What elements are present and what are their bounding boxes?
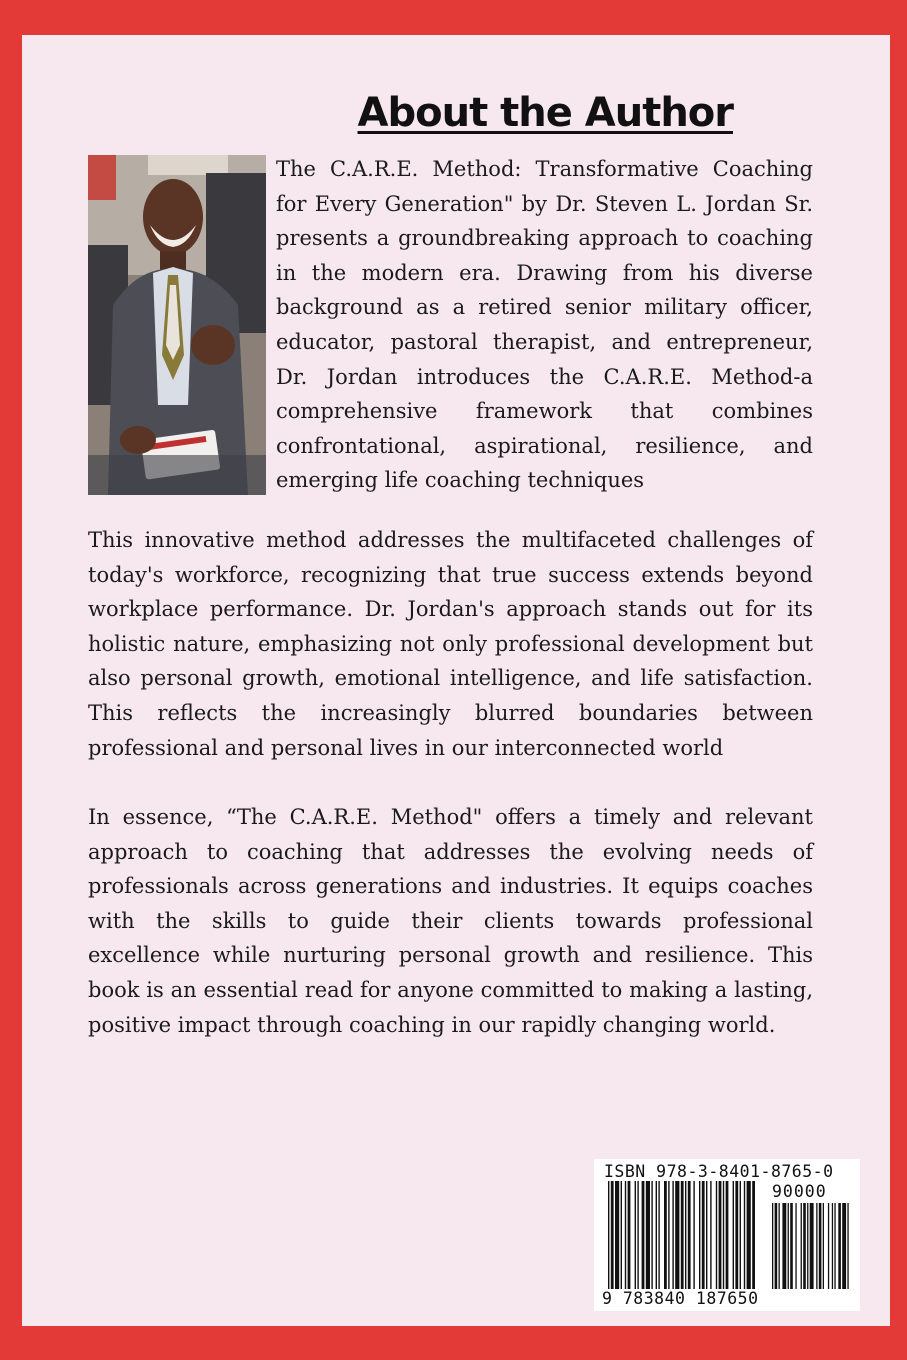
price-code: 90000 [772, 1182, 827, 1201]
author-portrait-image [88, 155, 266, 495]
barcode-number: 9 783840 187650 [602, 1289, 759, 1308]
author-photo [88, 155, 266, 495]
summary-paragraph-3: In essence, “The C.A.R.E. Method" offers a timely and relevant approach to coaching that addresses the evolving needs of professionals across generations and industries. It equips coaches with the skills to guide their clients towards professional excellence while nurturing personal growth and resilience. This book is an essential read for anyone committed to making a lasting, positive impact through coaching in our rapidly changing world. [88, 805, 813, 1037]
back-cover [22, 35, 890, 1326]
method-paragraph-2: This innovative method addresses the multifaceted challenges of today's workforce, recognizing that true success extends beyond workplace performance. Dr. Jordan's approach stands out for its holistic nature, emphasizing not only professional development but also personal growth, emotional intelligence, and life satisfaction. This reflects the increasingly blurred boundaries between professional and personal lives in our interconnected world [88, 528, 813, 760]
page-title: About the Author [357, 90, 733, 136]
author-paragraph-1: The C.A.R.E. Method: Transformative Coaching for Every Generation" by Dr. Steven L. Jordan Sr. presents a groundbreaking approach to coaching in the modern era. Drawing from his diverse background as a retired senior military officer, educator, pastoral therapist, and entrepreneur, Dr. Jordan introduces the C.A.R.E. Method-a comprehensive framework that combines confrontational, aspirational, resilience, and emerging life coaching techniques [276, 157, 813, 493]
isbn-label: ISBN 978-3-8401-8765-0 [604, 1162, 834, 1181]
isbn-barcode [594, 1159, 860, 1311]
